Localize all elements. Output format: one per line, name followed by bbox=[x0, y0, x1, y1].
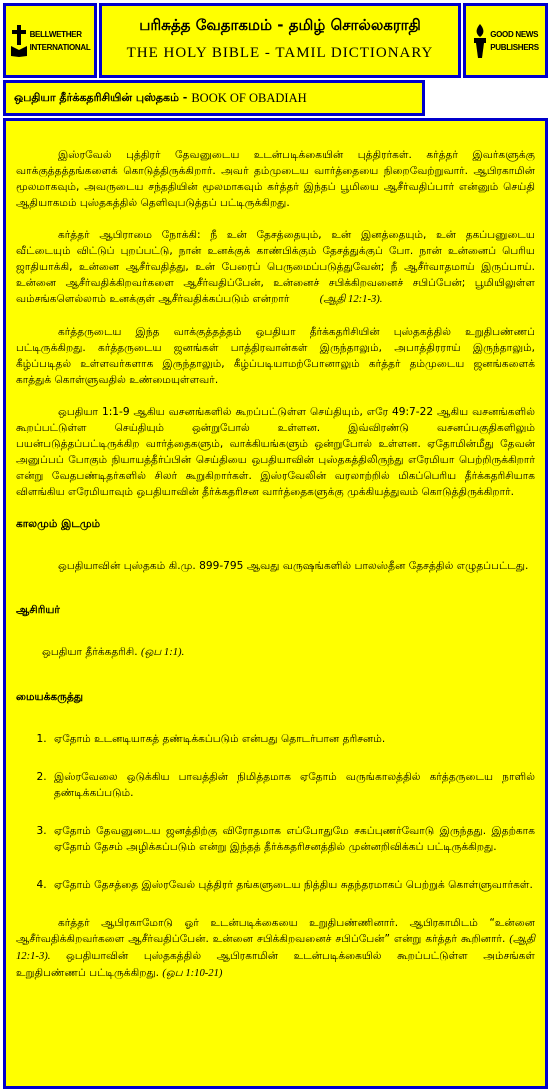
promise-paragraph: கர்த்தருடைய இந்த வாக்குத்தத்தம் ஒபதியா தீர்க்கதரிசியின் புஸ்தகத்தில் உறுதிபண்ணப் பட்டிருக்கிறது. கர்த்தருடைய ஜனங்கள் பாத்திரவான்கள் இருந்தாலும், அபாத்திரராய் இருந்தாலும், கீழ்ப்படிதல் உள்ளவர்களாக இருந்தாலும், கீழ்ப்படியாமற்போனாலும் கர்த்தர் தம்முடைய ஜனங்களைக் காத்துக் கொள்ளுவதில் உண்மையுள்ளவர். bbox=[16, 326, 535, 386]
right-logo-line1: GOOD NEWS bbox=[490, 29, 539, 39]
closing-tail: ஒபதியாவின் புஸ்தகத்தில் ஆபிரகாமின் உடன்படிக்கையில் கூறப்பட்டுள்ள அம்சங்கள் உறுதிபண்ணப் பட்டிருக்கிறது. bbox=[16, 950, 535, 979]
closing-reference-obadiah: (ஒப 1:10-21) bbox=[162, 968, 223, 979]
page-header bbox=[0, 0, 551, 80]
closing-text: கர்த்தர் ஆபிரகாமோடு ஓர் உடன்படிக்கையை உறுதிபண்ணினார். ஆபிரகாமிடம் “உன்னை ஆசீர்வதிக்கிறவர்களை ஆசீர்வதிப்பேன். உன்னை சபிக்கிறவனைச் சபிப்பேன்” என்று கர்த்தர் கூறினார். bbox=[16, 917, 535, 945]
closing-paragraph bbox=[16, 915, 535, 982]
author-text bbox=[16, 644, 535, 661]
title-english: THE HOLY BIBLE - TAMIL DICTIONARY bbox=[126, 45, 434, 61]
title-tamil: பரிசுத்த வேதாகமம் - தமிழ் சொல்லகராதி bbox=[139, 16, 421, 34]
theme-point: 2. இஸ்ரவேலை ஒடுக்கிய பாவத்தின் நிமித்தமாக ஏதோம் வருங்காலத்தில் கர்த்தருடைய நாளில் தண்டிக்கப்படும். bbox=[50, 769, 535, 801]
book-title-english: BOOK OF OBADIAH bbox=[191, 90, 307, 105]
torch-icon bbox=[472, 23, 488, 59]
book-title-tamil: ஒபதியா தீர்க்கதரிசியின் புஸ்தகம் - bbox=[14, 90, 188, 104]
good-news-logo bbox=[463, 3, 548, 78]
genesis-reference: (ஆதி 12:1-3). bbox=[319, 294, 383, 305]
theme-point: 3. ஏதோம் தேவனுடைய ஜனத்திற்கு விரோதமாக எப்போதுமே சகப்புணர்வோடு இருந்தது. இதற்காக ஏதோம் தேசம் அழிக்கப்படும் என்று இந்தத் தீர்க்கதரிசனத்தில் முன்னறிவிக்கப் பட்டிருக்கிறது. bbox=[50, 823, 535, 855]
heading-author: ஆசிரியர் bbox=[16, 604, 60, 616]
intro-paragraph: இஸ்ரவேல் புத்திரர் தேவனுடைய உடன்படிக்கையின் புத்திரர்கள். கர்த்தர் இவர்களுக்கு வாக்குத்தத்தங்களைக் கொடுத்திருக்கிறார். அவர் தம்முடைய வார்த்தையை நிறைவேற்றுவார். ஆபிரகாமின் மூலமாகவும், அவருடைய சந்ததியின் மூலமாகவும் கர்த்தர் இந்தப் பூமியை ஆசீர்வதிப்பார் என்னும் செய்தி ஆதியாகமம் புஸ்தகத்தில் தெளிவுபடுத்தப் பட்டிருக்கிறது. bbox=[16, 149, 535, 209]
jeremiah-paragraph: ஒபதியா 1:1-9 ஆகிய வசனங்களில் கூறப்பட்டுள்ள செய்தியும், எரே 49:7-22 ஆகிய வசனங்களில் கூறப்பட்டுள்ள செய்தியும் ஒன்றுபோல் உள்ளன. இவ்விரண்டு வசனப்பகுதிகளிலும் பயன்படுத்தப்பட்டிருக்கிற வார்த்தைகளும், வாக்கியங்களும் ஒன்றுபோல் உள்ளன. ஏதோமின்மீது தேவன் அனுப்பப் போகும் நியாயத்தீர்ப்பின் செய்தியை ஒபதியாவின் புஸ்தகத்திலிருந்து எரேமியா பெற்றிருக்கிறார் என்று வேதபண்டிதர்களில் சிலர் கூறுகிறார்கள். இஸ்ரவேலின் வரலாற்றில் மிகப்பெரிய தீர்க்கதரிசியாக விளங்கிய எரேமியாவும் ஒபதியாவின் தீர்க்கதரிசன வார்த்தைகளுக்கு முக்கியத்துவம் கொடுத்திருக்கிறார். bbox=[16, 406, 535, 498]
time-place-text: ஒபதியாவின் புஸ்தகம் கி.மு. 899-795 ஆவது வருஷங்களில் பாலஸ்தீன தேசத்தில் எழுதப்பட்டது. bbox=[58, 560, 529, 572]
theme-points-list bbox=[16, 731, 535, 893]
theme-point: 1. ஏதோம் உடனடியாகத் தண்டிக்கப்படும் என்பது தொடர்பான தரிசனம். bbox=[50, 731, 535, 747]
dictionary-title-box bbox=[99, 3, 461, 78]
author-reference: (ஒப 1:1). bbox=[140, 647, 185, 658]
heading-theme: மையக்கருத்து bbox=[16, 691, 84, 703]
bible-book-icon bbox=[10, 24, 28, 58]
heading-time-place: காலமும் இடமும் bbox=[16, 518, 101, 530]
bellwether-logo bbox=[3, 3, 97, 78]
book-title-bar bbox=[3, 80, 425, 116]
genesis-quote-paragraph bbox=[16, 227, 535, 308]
author-name: ஒபதியா தீர்க்கதரிசி. bbox=[42, 646, 138, 658]
right-logo-line2: PUBLISHERS bbox=[490, 42, 539, 52]
theme-point: 4. ஏதோம் தேசத்தை இஸ்ரவேல் புத்திரர் தங்களுடைய நித்திய சுதந்தரமாகப் பெற்றுக் கொள்ளுவார்கள். bbox=[50, 877, 535, 893]
closing-reference-genesis: (ஆதி 12:1-3). bbox=[16, 934, 535, 962]
left-logo-line2: INTERNATIONAL bbox=[29, 42, 91, 52]
content-panel bbox=[3, 118, 548, 1089]
genesis-quote-text: கர்த்தர் ஆபிராமை நோக்கி: நீ உன் தேசத்தையும், உன் இனத்தையும், உன் தகப்பனுடைய வீட்டையும் விட்டுப் புறப்பட்டு, நான் உனக்குக் காண்பிக்கும் தேசத்துக்குப் போ. நான் உன்னைப் பெரிய ஜாதியாக்கி, உன்னை ஆசீர்வதித்து, உன் பேரைப் பெருமைப்படுத்துவேன்; நீ ஆசீர்வாதமாய் இருப்பாய். உன்னை ஆசீர்வதிக்கிறவர்களை ஆசீர்வதிப்பேன், உன்னைச் சபிக்கிறவனைச் சபிப்பேன்; பூமியிலுள்ள வம்சங்களெல்லாம் உனக்குள் ஆசீர்வதிக்கப்படும் என்றார் bbox=[16, 229, 535, 305]
left-logo-line1: BELLWETHER bbox=[29, 29, 82, 39]
